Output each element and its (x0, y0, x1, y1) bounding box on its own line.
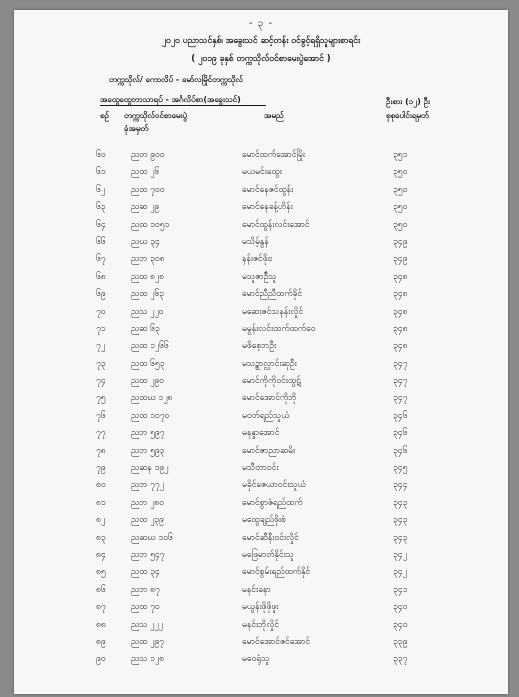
table-row (14, 635, 508, 652)
serial-cell: ၈၄ (96, 549, 106, 560)
marks-cell: ၃၄၉ (393, 254, 408, 265)
name-cell: မသိမ့်နွန် (242, 236, 269, 247)
marks-cell: ၃၄၃ (393, 515, 408, 526)
name-cell: မနင်းခနာ (242, 584, 271, 595)
exam-id-cell: ညထ ၁၀၅၁ (131, 219, 170, 230)
exam-id-cell: ညထ ၂၉၀ (131, 376, 164, 387)
exam-id-cell: ညဘ ၃၀၈ (131, 254, 165, 265)
exam-id-cell: ညဆန ၁၉၂ (131, 463, 169, 474)
name-cell: မဖြေမာတ်နိုင်းသူ (242, 549, 295, 560)
serial-cell: ၆၉ (96, 289, 106, 300)
table-row (14, 478, 508, 495)
serial-cell: ၆၈ (96, 271, 106, 282)
serial-cell: ၉၀ (96, 654, 106, 665)
marks-cell: ၃၄၉ (393, 236, 408, 247)
exam-id-cell: ညထ ၁၂၆၆ (131, 341, 169, 352)
exam-id-cell: ညသ ၁၂၈ (131, 654, 164, 665)
exam-id-cell: ညထ ၂၃၉ (131, 515, 164, 526)
results-table (14, 148, 508, 670)
table-row (14, 391, 508, 408)
marks-cell: ၃၄၈ (393, 341, 408, 352)
name-cell: မဖိစေ့ဘဦး (242, 341, 277, 352)
table-row (14, 183, 508, 200)
exam-id-cell: ညထဃ ၁၂၈ (131, 393, 173, 404)
exam-id-cell: ညဘ ၇၇၂ (131, 480, 164, 491)
name-cell: မနန္ဒာအောင် (242, 428, 280, 439)
name-cell: မနင်းဘိုလှိုင် (242, 619, 279, 630)
exam-id-cell: ညဃ ၃၄ (131, 236, 160, 247)
exam-id-cell: ညထ ၃၄ (131, 567, 160, 578)
marks-cell: ၃၄၃ (393, 532, 408, 543)
serial-cell: ၆၁ (96, 167, 106, 178)
marks-cell: ၃၄၆ (393, 428, 408, 439)
exam-id-cell: ညထ ၂၆ (131, 167, 160, 178)
marks-cell: ၃၃၉ (393, 636, 408, 647)
serial-cell: ၇၇ (96, 428, 106, 439)
subject-underline (100, 105, 266, 106)
marks-cell: ၃၄၈ (393, 323, 408, 334)
name-cell: မဆေးဇင်သနန်းလှိုင် (242, 306, 304, 317)
name-cell: မောင်ဇာညာဆမိး (242, 445, 296, 456)
name-cell: မောင်ထွန်းလင်းအောင် (242, 219, 310, 230)
exam-id-cell: ညဘ ၂၈၀ (131, 497, 164, 508)
marks-cell: ၃၃၇ (393, 654, 408, 665)
quota-header: ဦးစား (၁၂) ဦး (386, 97, 431, 106)
name-cell: မောင်ညီညီထက်ခိုင် (242, 289, 303, 300)
name-cell: မဝေရုံသူ (242, 654, 270, 665)
name-cell: မောင်ထက်အောင်မြိုး (242, 150, 305, 160)
serial-cell: ၇၀ (96, 306, 106, 317)
serial-column-header: စဉ် (100, 111, 109, 120)
table-row (14, 565, 508, 582)
serial-cell: ၆၇ (96, 254, 106, 265)
serial-cell: ၇၅ (96, 393, 106, 404)
exam-id-column-header-line2: ခုံအမှတ် (124, 124, 149, 133)
table-row (14, 461, 508, 478)
table-row (14, 548, 508, 565)
table-row (14, 270, 508, 287)
table-row (14, 444, 508, 461)
exam-id-cell: ညထ ၈၂၈ (131, 271, 165, 282)
document-subtitle: ( ၂၀၁၉ ခုနှစ် တက္ကသိုလ်ဝင်စာမေးပွဲအောင် ) (191, 54, 331, 64)
marks-cell: ၃၄၁ (393, 584, 408, 595)
table-row (14, 218, 508, 235)
table-row (14, 235, 508, 252)
name-cell: မသူဇာဦ်သူ (242, 271, 277, 282)
exam-id-cell: ညထ ၁၀၇၀ (131, 410, 170, 421)
serial-cell: ၆၄ (96, 219, 106, 230)
marks-cell: ၃၄၈ (393, 306, 408, 317)
marks-cell: ၃၅၀ (393, 219, 408, 230)
serial-cell: ၇၂ (96, 341, 105, 352)
marks-cell: ၃၄၈ (393, 271, 408, 282)
name-cell: မသဉ္စာလ္လာင်းဆုဦး (242, 358, 297, 369)
marks-cell: ၃၄၀ (393, 602, 408, 613)
name-cell: မောင်စွမ်းရည်ထက်နိုင် (242, 567, 311, 578)
serial-cell: ၆၃ (96, 202, 106, 213)
serial-cell: ၇၉ (96, 463, 106, 474)
exam-id-cell: ညဆ ၆၃ (131, 323, 160, 334)
serial-cell: ၈၃ (96, 532, 106, 543)
serial-cell: ၈၇ (96, 602, 106, 613)
name-cell: နန်းဇင်ဖိုးး (242, 254, 272, 265)
exam-id-cell: ညတ ၉၀၀ (131, 150, 165, 160)
name-cell: မောင်အောင်ကိုဘို (242, 393, 297, 404)
university-line: တက္ကသိုလ်/ ကောလိပ် - မော်လမြိုင်တက္ကသိုလ် (109, 75, 243, 84)
name-cell: မထွေချည်ဖိုးစံ (242, 515, 286, 526)
serial-cell: ၆၆ (96, 236, 106, 247)
exam-id-cell: ညဆ ၂၉ (131, 202, 160, 213)
serial-cell: ၈၆ (96, 584, 106, 595)
exam-id-cell: ညဆဃ ၁၀၆ (131, 532, 173, 543)
serial-cell: ၆၂ (96, 184, 105, 195)
name-cell: မယွန်းဖိုဖိုဖူး (242, 602, 279, 613)
table-row (14, 339, 508, 356)
marks-cell: ၃၄၇ (393, 358, 408, 369)
table-row (14, 618, 508, 635)
marks-cell: ၃၄၇ (393, 376, 408, 387)
serial-cell: ၆၀ (96, 150, 106, 160)
serial-cell: ၇၄ (96, 376, 106, 387)
name-cell: မယမင်းထွေး (242, 167, 282, 178)
marks-column-header: စုစုပေါင်းရမှတ် (386, 111, 429, 120)
serial-cell: ၈၀ (96, 480, 106, 491)
exam-id-column-header: တက္ကသိုလ်ဝင်စာမေးပွဲ (124, 111, 188, 120)
table-row (14, 357, 508, 374)
marks-cell: ၃၄၀ (393, 619, 408, 630)
serial-cell: ၇၁ (96, 323, 106, 334)
table-row (14, 513, 508, 530)
name-cell: မခိုင်ဇေယာဝင်းသူယံ (242, 480, 306, 491)
table-row (14, 252, 508, 269)
marks-cell: ၃၄၄ (393, 480, 408, 491)
marks-cell: ၃၄၈ (393, 289, 408, 300)
table-row (14, 322, 508, 339)
exam-id-cell: ညထ ၆၅၃ (131, 358, 165, 369)
table-row (14, 305, 508, 322)
marks-cell: ၃၄၅ (393, 463, 408, 474)
serial-cell: ၇၃ (96, 358, 106, 369)
serial-cell: ၈၁ (96, 497, 106, 508)
marks-cell: ၃၅၁ (393, 150, 408, 160)
name-cell: မဝတ်ရည်သူယံ (242, 410, 290, 421)
name-cell: မောင်အောင်ဇင်အောင် (242, 636, 311, 647)
page-number: - ၃ - (248, 18, 274, 29)
exam-id-cell: ညထ ၇၀၀ (131, 184, 165, 195)
exam-id-cell: ညထ ၇၀ (131, 602, 160, 613)
serial-cell: ၈၉ (96, 636, 106, 647)
marks-cell: ၃၄၆ (393, 445, 408, 456)
marks-cell: ၃၄၇ (393, 393, 408, 404)
name-cell: မောင်ဆီနီးဝင်းလှိုင် (242, 532, 299, 543)
exam-id-cell: ညထ ၂၉၇ (131, 636, 164, 647)
table-row (14, 200, 508, 217)
exam-id-cell: ညဘ ၅၄၇ (131, 549, 165, 560)
serial-cell: ၇၈ (96, 445, 106, 456)
table-row (14, 148, 508, 165)
serial-cell: ၈၂ (96, 515, 106, 526)
marks-cell: ၃၄၂ (393, 549, 407, 560)
table-row (14, 531, 508, 548)
marks-cell: ၃၅၀ (393, 202, 408, 213)
exam-id-cell: ညသ ၂၂၂ (131, 619, 163, 630)
table-row (14, 583, 508, 600)
marks-cell: ၃၄၃ (393, 497, 408, 508)
name-cell: မောင်နေဇင်ထွန်း (242, 184, 294, 195)
marks-cell: ၃၄၆ (393, 410, 408, 421)
exam-id-cell: ညသ ၂၂၀ (131, 306, 164, 317)
table-row (14, 374, 508, 391)
table-row (14, 652, 508, 669)
name-cell: မောင်ကိုကိုဝင်းထွဋ် (242, 376, 301, 387)
serial-cell: ၈၈ (96, 619, 106, 630)
name-cell: မောင်စွာဇံရည်ထက် (242, 497, 303, 508)
marks-cell: ၃၅၀ (393, 167, 408, 178)
exam-id-cell: ညထ ၂၆၃ (131, 289, 164, 300)
name-cell: မသီတာဝင်း (242, 463, 279, 474)
table-row (14, 426, 508, 443)
marks-cell: ၃၅၀ (393, 184, 408, 195)
subject-header: အထွေထွေဘာသာရပ် - အင်္ဂလိပ်စာ(အခွေးသင်) (100, 95, 241, 104)
document-title: ၂၀၂၀ ပညာသင်နှစ်၊ အခွေးသင် ဆင့်တန်း ဝင်ခွင့်ရရှိသူများစာရင်း (161, 36, 361, 46)
table-row (14, 600, 508, 617)
marks-cell: ၃၄၂ (393, 567, 407, 578)
table-row (14, 496, 508, 513)
table-row (14, 287, 508, 304)
serial-cell: ၇၆ (96, 410, 106, 421)
serial-cell: ၈၅ (96, 567, 106, 578)
name-cell: မမွန်းလင်းထက်ထက်ဝေ (242, 323, 316, 334)
name-column-header: အမည် (264, 111, 284, 120)
exam-id-cell: ညဘ ၅၉၃ (131, 445, 165, 456)
table-row (14, 165, 508, 182)
name-cell: မောင်နေခန့်ဟိန်း (242, 202, 293, 213)
exam-id-cell: ညဘ ၅၉၇ (131, 428, 165, 439)
table-row (14, 409, 508, 426)
exam-id-cell: ညဘ ၈၇ (131, 584, 160, 595)
document-page (14, 10, 508, 694)
